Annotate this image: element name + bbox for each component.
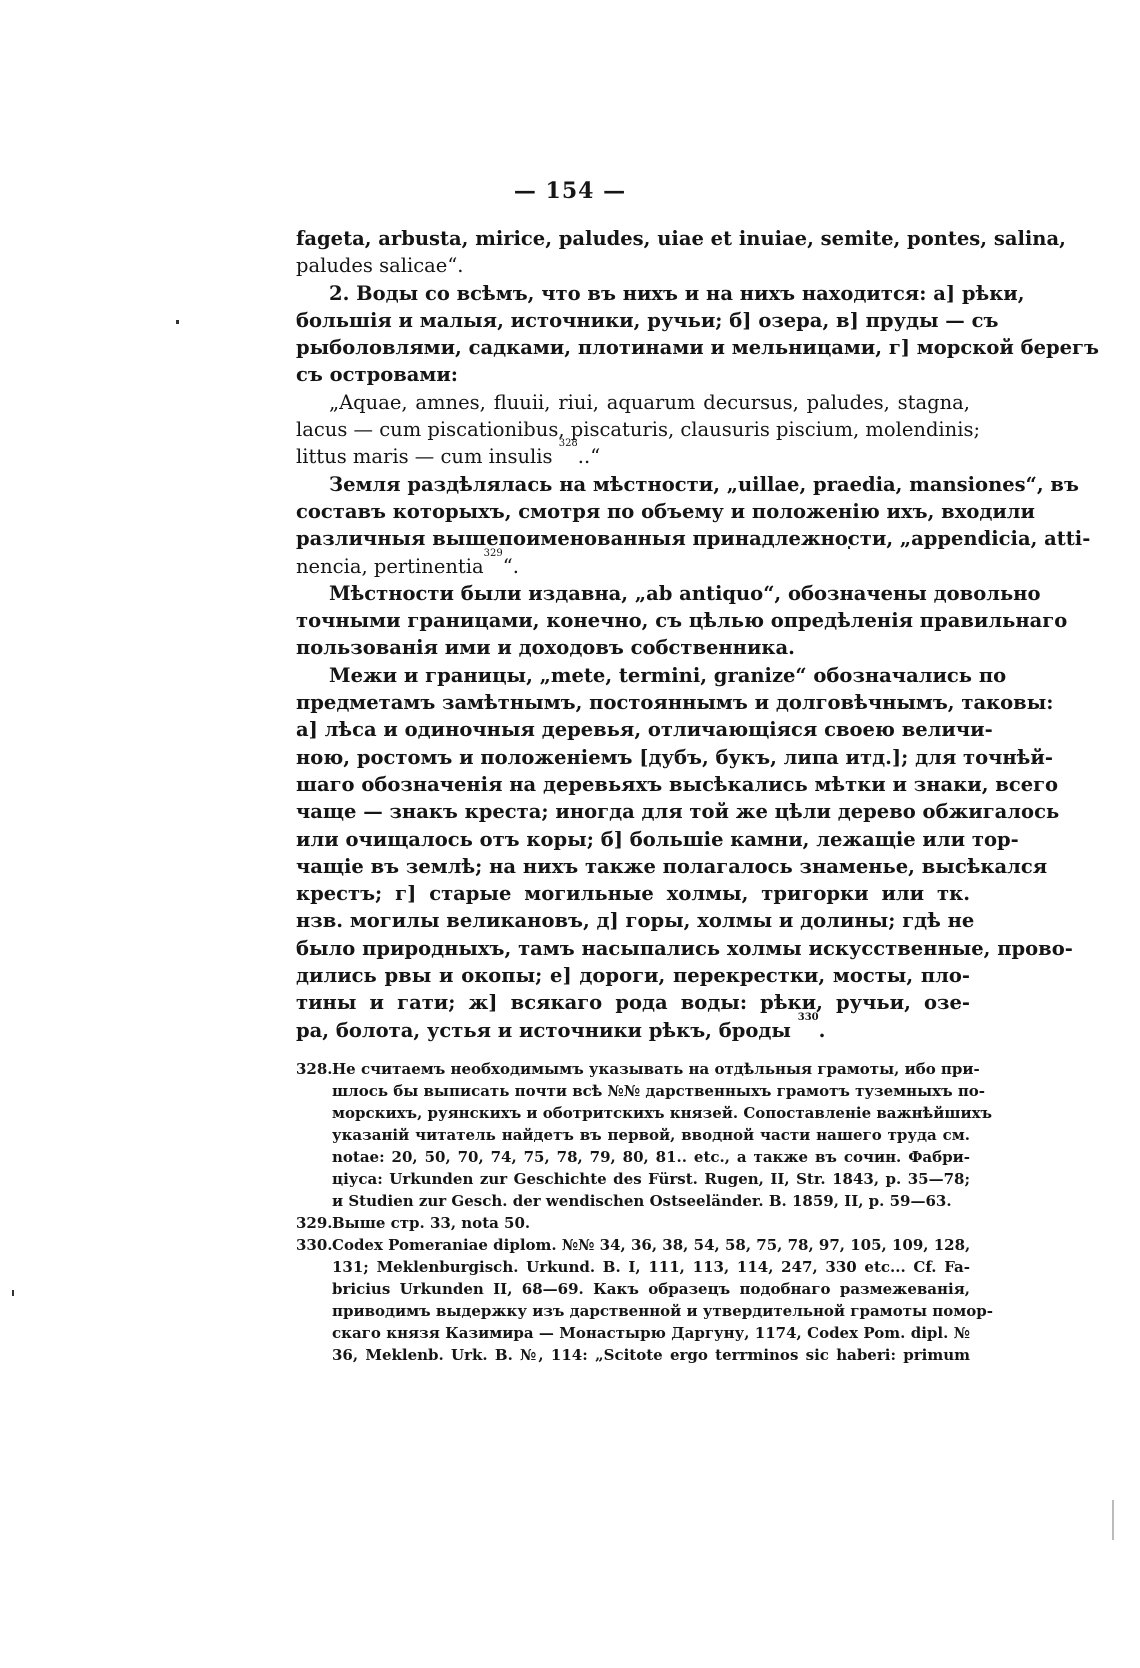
text-line: или очищалось отъ коры; б] большіе камни, лежащіе или тор-	[296, 827, 1019, 851]
footnote-line: 131; Meklenburgisch. Urkund. B. I, 111, 113, 114, 247, 330 etc... Cf. Fa-	[332, 1258, 970, 1276]
text-line: тины и гати; ж] всякаго рода воды: рѣки, ручьи, озе-	[296, 991, 970, 1015]
text-line: littus maris — cum insulis $^{328}$..“	[296, 438, 601, 469]
body-text	[296, 225, 1099, 1044]
margin-dot	[12, 1290, 14, 1296]
footnote-ref[interactable]: 330	[797, 1011, 819, 1023]
text-line: „Aquae, amnes, fluuii, riui, aquarum decursus, paludes, stagna,	[329, 390, 970, 414]
footnotes	[296, 1058, 993, 1366]
text-line: рыболовлями, садками, плотинами и мельницами, г] морской берегъ	[296, 336, 1099, 360]
footnote-line: notae: 20, 50, 70, 74, 75, 78, 79, 80, 81.. etc., а также въ сочин. Фабри-	[332, 1148, 970, 1166]
text-line: было природныхъ, тамъ насыпались холмы искусственные, прово-	[296, 936, 1073, 960]
text-line: дились рвы и окопы; е] дороги, перекрестки, мосты, пло-	[296, 964, 970, 988]
text-line: крестъ; г] старые могильные холмы, тригорки или тк.	[296, 882, 970, 906]
footnote-line: шлось бы выписать почти всѣ №№ дарственныхъ грамотъ туземныхъ по-	[332, 1082, 986, 1100]
text-line: съ островами:	[296, 363, 459, 387]
text-line: чащіе въ землѣ; на нихъ также полагалось знаменье, высѣкался	[296, 854, 1048, 878]
text-line: различныя вышепоименованныя принадлежности, „appendicia, atti-	[296, 527, 1091, 551]
footnote-line: 330.Codex Pomeraniae diplom. №№ 34, 36, 38, 54, 58, 75, 78, 97, 105, 109, 128,	[296, 1236, 971, 1254]
text-line: ною, ростомъ и положеніемъ [дубъ, букъ, липа итд.]; для точнѣй-	[296, 745, 1053, 769]
text-line: точными границами, конечно, съ цѣлью опредѣленія правильнаго	[296, 609, 1068, 633]
footnote-line: 36, Meklenb. Urk. B. №, 114: „Scitote ergo terrminos sic haberi: primum	[332, 1346, 970, 1364]
margin-dot	[176, 320, 179, 324]
margin-dot	[1112, 1500, 1114, 1540]
footnote-line: bricius Urkunden II, 68—69. Какъ образецъ подобнаго размежеванія,	[332, 1280, 970, 1298]
footnote-line: указаній читатель найдетъ въ первой, вводной части нашего труда см.	[332, 1126, 970, 1144]
footnote-ref[interactable]: 329	[483, 547, 503, 559]
text-line: нзв. могилы великановъ, д] горы, холмы и долины; гдѣ не	[296, 909, 975, 933]
footnote-line: морскихъ, руянскихъ и оботритскихъ князей. Сопоставленіе важнѣйшихъ	[332, 1104, 993, 1122]
text-line: чаще — знакъ креста; иногда для той же цѣли дерево обжигалось	[296, 800, 1060, 824]
text-line: ра, болота, устья и источники рѣкъ, броды $^{330}$.	[296, 1011, 826, 1042]
text-line: большія и малыя, источники, ручьи; б] озера, в] пруды — съ	[296, 308, 999, 332]
footnote-number: 329.	[296, 1214, 333, 1232]
text-line: составъ которыхъ, смотря по объему и положенію ихъ, входили	[296, 499, 1036, 523]
footnote-number: 328.	[296, 1060, 333, 1078]
text-line: paludes salicae“.	[296, 254, 464, 278]
text-line: 2. Воды со всѣмъ, что въ нихъ и на нихъ находится: а] рѣки,	[329, 281, 1025, 305]
text-line: nencia, pertinentia$^{329}$“.	[296, 547, 519, 578]
page-number: — 154 —	[513, 178, 627, 204]
text-line: fageta, arbusta, mirice, paludes, uiae et inuiae, semite, pontes, salina,	[296, 227, 1066, 250]
text-line: lacus — cum piscationibus, piscaturis, clausuris piscium, molendinis;	[296, 418, 981, 442]
footnote-line: скаго князя Казимира — Монастырю Даргуну, 1174, Codex Pom. dipl. №	[332, 1324, 970, 1342]
footnote-number: 330.	[296, 1236, 333, 1254]
footnote-line: приводимъ выдержку изъ дарственной и утвердительной грамоты помор-	[332, 1302, 993, 1320]
text-line: а] лѣса и одиночныя деревья, отличающіяся своею величи-	[296, 718, 993, 742]
text-line: пользованія ими и доходовъ собственника.	[296, 636, 795, 660]
text-line: Межи и границы, „mete, termini, granize“ обозначались по	[329, 663, 1007, 687]
footnote-line: и Studien zur Gesch. der wendischen Ostseeländer. B. 1859, II, p. 59—63.	[332, 1192, 952, 1210]
footnote-line: ціуса: Urkunden zur Geschichte des Fürst. Rugen, II, Str. 1843, p. 35—78;	[332, 1170, 970, 1188]
text-line: Земля раздѣлялась на мѣстности, „uillae, praedia, mansiones“, въ	[329, 472, 1079, 496]
text-line: шаго обозначенія на деревьяхъ высѣкались мѣтки и знаки, всего	[296, 772, 1059, 796]
footnote-line: 329.Выше стр. 33, nota 50.	[296, 1214, 531, 1232]
text-line: Мѣстности были издавна, „ab antiquo“, обозначены довольно	[329, 581, 1041, 605]
footnote-line: 328.Не считаемъ необходимымъ указывать на отдѣльныя грамоты, ибо при-	[296, 1060, 980, 1078]
footnote-ref[interactable]: 328	[558, 438, 578, 450]
text-line: предметамъ замѣтнымъ, постояннымъ и долговѣчнымъ, таковы:	[296, 691, 1054, 715]
